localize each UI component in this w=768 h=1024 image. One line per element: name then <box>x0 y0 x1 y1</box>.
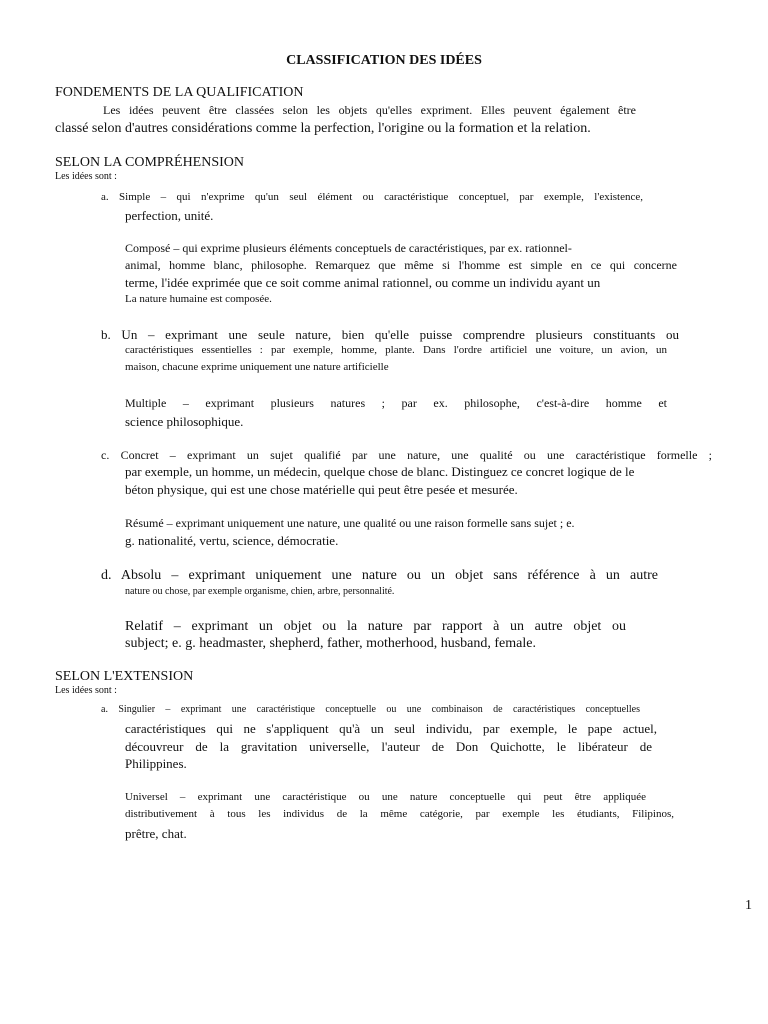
list-item-concret: c. Concret – exprimant un sujet qualifié par une nature, une qualité ou une caractéristique formelle ; <box>101 448 712 462</box>
paragraph-line: perfection, unité. <box>125 208 214 223</box>
list-item-singulier: a. Singulier – exprimant une caractéristique conceptuelle ou une combinaison de caractéristiques conceptuelles <box>101 704 640 715</box>
paragraph-resume: Résumé – exprimant uniquement une nature, une qualité ou une raison formelle sans sujet ; e. <box>125 516 575 530</box>
paragraph-line: nature ou chose, par exemple organisme, chien, arbre, personnalité. <box>125 586 395 597</box>
paragraph-line: découvreur de la gravitation universelle, l'auteur de Don Quichotte, le libérateur de <box>125 739 652 754</box>
paragraph-line: animal, homme blanc, philosophe. Remarquez que même si l'homme est simple en ce qui concerne <box>125 258 677 272</box>
page-title: CLASSIFICATION DES IDÉES <box>286 53 482 68</box>
paragraph-line: caractéristiques qui ne s'appliquent qu'à un seul individu, par exemple, le pape actuel, <box>125 721 657 736</box>
paragraph-line: caractéristiques essentielles : par exemple, homme, plante. Dans l'ordre artificiel une voiture, un avion, un <box>125 344 667 356</box>
section-intro: Les idées sont : <box>55 171 117 182</box>
section-heading-comprehension: SELON LA COMPRÉHENSION <box>55 155 245 170</box>
paragraph-line: La nature humaine est composée. <box>125 293 272 305</box>
paragraph-multiple: Multiple – exprimant plusieurs natures ; par ex. philosophe, c'est-à-dire homme et <box>125 396 667 410</box>
paragraph-line: maison, chacune exprime uniquement une nature artificielle <box>125 361 389 373</box>
paragraph-line: science philosophique. <box>125 414 244 429</box>
list-item-un: b. Un – exprimant une seule nature, bien qu'elle puisse comprendre plusieurs constituants ou <box>101 327 679 342</box>
paragraph-line: par exemple, un homme, un médecin, quelque chose de blanc. Distinguez ce concret logique de le <box>125 464 635 479</box>
paragraph-line: classé selon d'autres considérations comme la perfection, l'origine ou la formation et la relation. <box>55 121 591 136</box>
paragraph-line: distributivement à tous les individus de la même catégorie, par exemple les étudiants, Filipinos, <box>125 808 674 820</box>
paragraph-line: terme, l'idée exprimée que ce soit comme animal rationnel, ou comme un individu ayant un <box>125 275 601 290</box>
paragraph-line: subject; e. g. headmaster, shepherd, father, motherhood, husband, female. <box>125 636 536 651</box>
list-item-simple: a. Simple – qui n'exprime qu'un seul élément ou caractéristique conceptuel, par exemple, l'existence, <box>101 191 643 203</box>
paragraph-relatif: Relatif – exprimant un objet ou la nature par rapport à un autre objet ou <box>125 619 626 634</box>
paragraph-line: g. nationalité, vertu, science, démocratie. <box>125 533 339 548</box>
section-intro: Les idées sont : <box>55 685 117 696</box>
list-item-absolu: d. Absolu – exprimant uniquement une nature ou un objet sans référence à un autre <box>101 568 658 583</box>
page-number: 1 <box>745 898 752 913</box>
section-heading-extension: SELON L'EXTENSION <box>55 669 194 684</box>
paragraph-line: Philippines. <box>125 756 187 771</box>
paragraph-universel: Universel – exprimant une caractéristique ou une nature conceptuelle qui peut être appliquée <box>125 791 646 803</box>
paragraph-line: béton physique, qui est une chose matérielle qui peut être pesée et mesurée. <box>125 482 518 497</box>
section-heading-fondements: FONDEMENTS DE LA QUALIFICATION <box>55 85 304 100</box>
paragraph-line: Les idées peuvent être classées selon les objets qu'elles expriment. Elles peuvent également être <box>103 103 636 117</box>
paragraph-line: prêtre, chat. <box>125 826 187 841</box>
paragraph-compose: Composé – qui exprime plusieurs éléments conceptuels de caractéristiques, par ex. rationnel- <box>125 241 572 255</box>
